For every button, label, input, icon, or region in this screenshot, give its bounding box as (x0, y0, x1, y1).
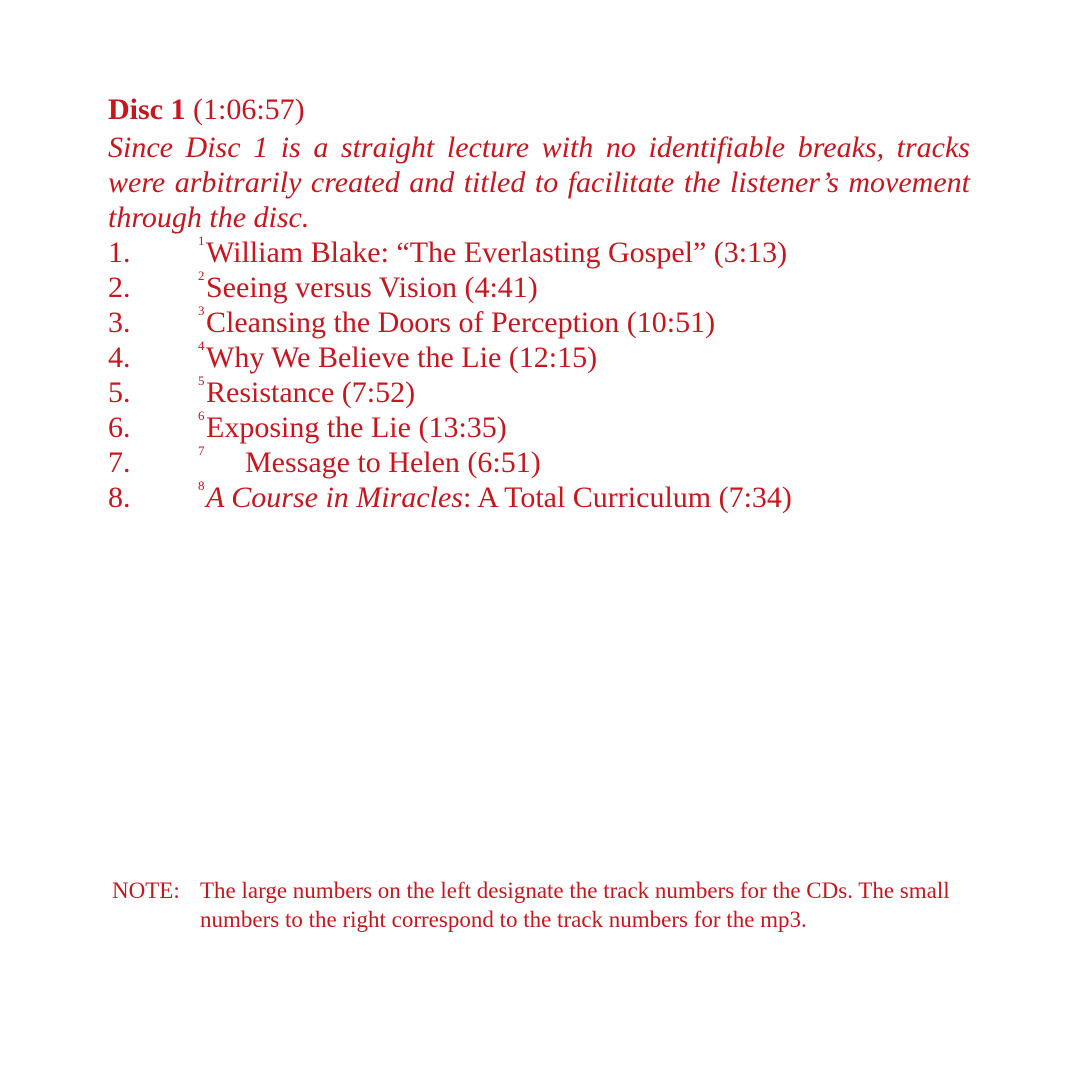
cd-track-number: 5. (108, 376, 131, 409)
mp3-track-number: 8 (198, 478, 205, 493)
cd-track-number: 6. (108, 411, 131, 444)
track-title: Why We Believe the Lie (12:15) (206, 341, 598, 374)
track-title-rest: : A Total Curriculum (7:34) (462, 481, 792, 514)
cd-track-number: 7. (108, 446, 131, 479)
mp3-track-number: 3 (198, 303, 205, 318)
cd-track-number: 3. (108, 306, 131, 339)
book-title: A Course in Miracles (206, 481, 463, 514)
track-title: Exposing the Lie (13:35) (206, 411, 507, 444)
intro-paragraph: Since Disc 1 is a straight lecture with no identifiable breaks, tracks were arbitrarily created and titled to facilitate the listener’s movement through the disc. (108, 131, 970, 234)
disc-label: Disc 1 (108, 93, 186, 126)
mp3-track-number: 2 (198, 268, 205, 283)
mp3-track-number: 7 (198, 443, 205, 458)
disc-heading (108, 92, 305, 128)
mp3-track-number: 4 (198, 338, 205, 353)
track-title: Seeing versus Vision (4:41) (206, 271, 538, 304)
note-text: The large numbers on the left designate the track numbers for the CDs. The small numbers to the right correspond to the track numbers for the mp3. (200, 878, 950, 932)
mp3-track-number: 1 (198, 233, 205, 248)
cd-track-number: 1. (108, 236, 131, 269)
note-label: NOTE: (112, 878, 180, 903)
track-title: Resistance (7:52) (206, 376, 416, 409)
track-title: Cleansing the Doors of Perception (10:51) (206, 306, 716, 339)
cd-track-number: 8. (108, 481, 131, 514)
disc-duration: (1:06:57) (193, 93, 305, 126)
track-title: William Blake: “The Everlasting Gospel” (3:13) (206, 236, 788, 269)
cd-track-number: 2. (108, 271, 131, 304)
mp3-track-number: 5 (198, 373, 205, 388)
track-title: Message to Helen (6:51) (245, 446, 541, 479)
track-title (206, 480, 792, 516)
mp3-track-number: 6 (198, 408, 205, 423)
cd-track-number: 4. (108, 341, 131, 374)
